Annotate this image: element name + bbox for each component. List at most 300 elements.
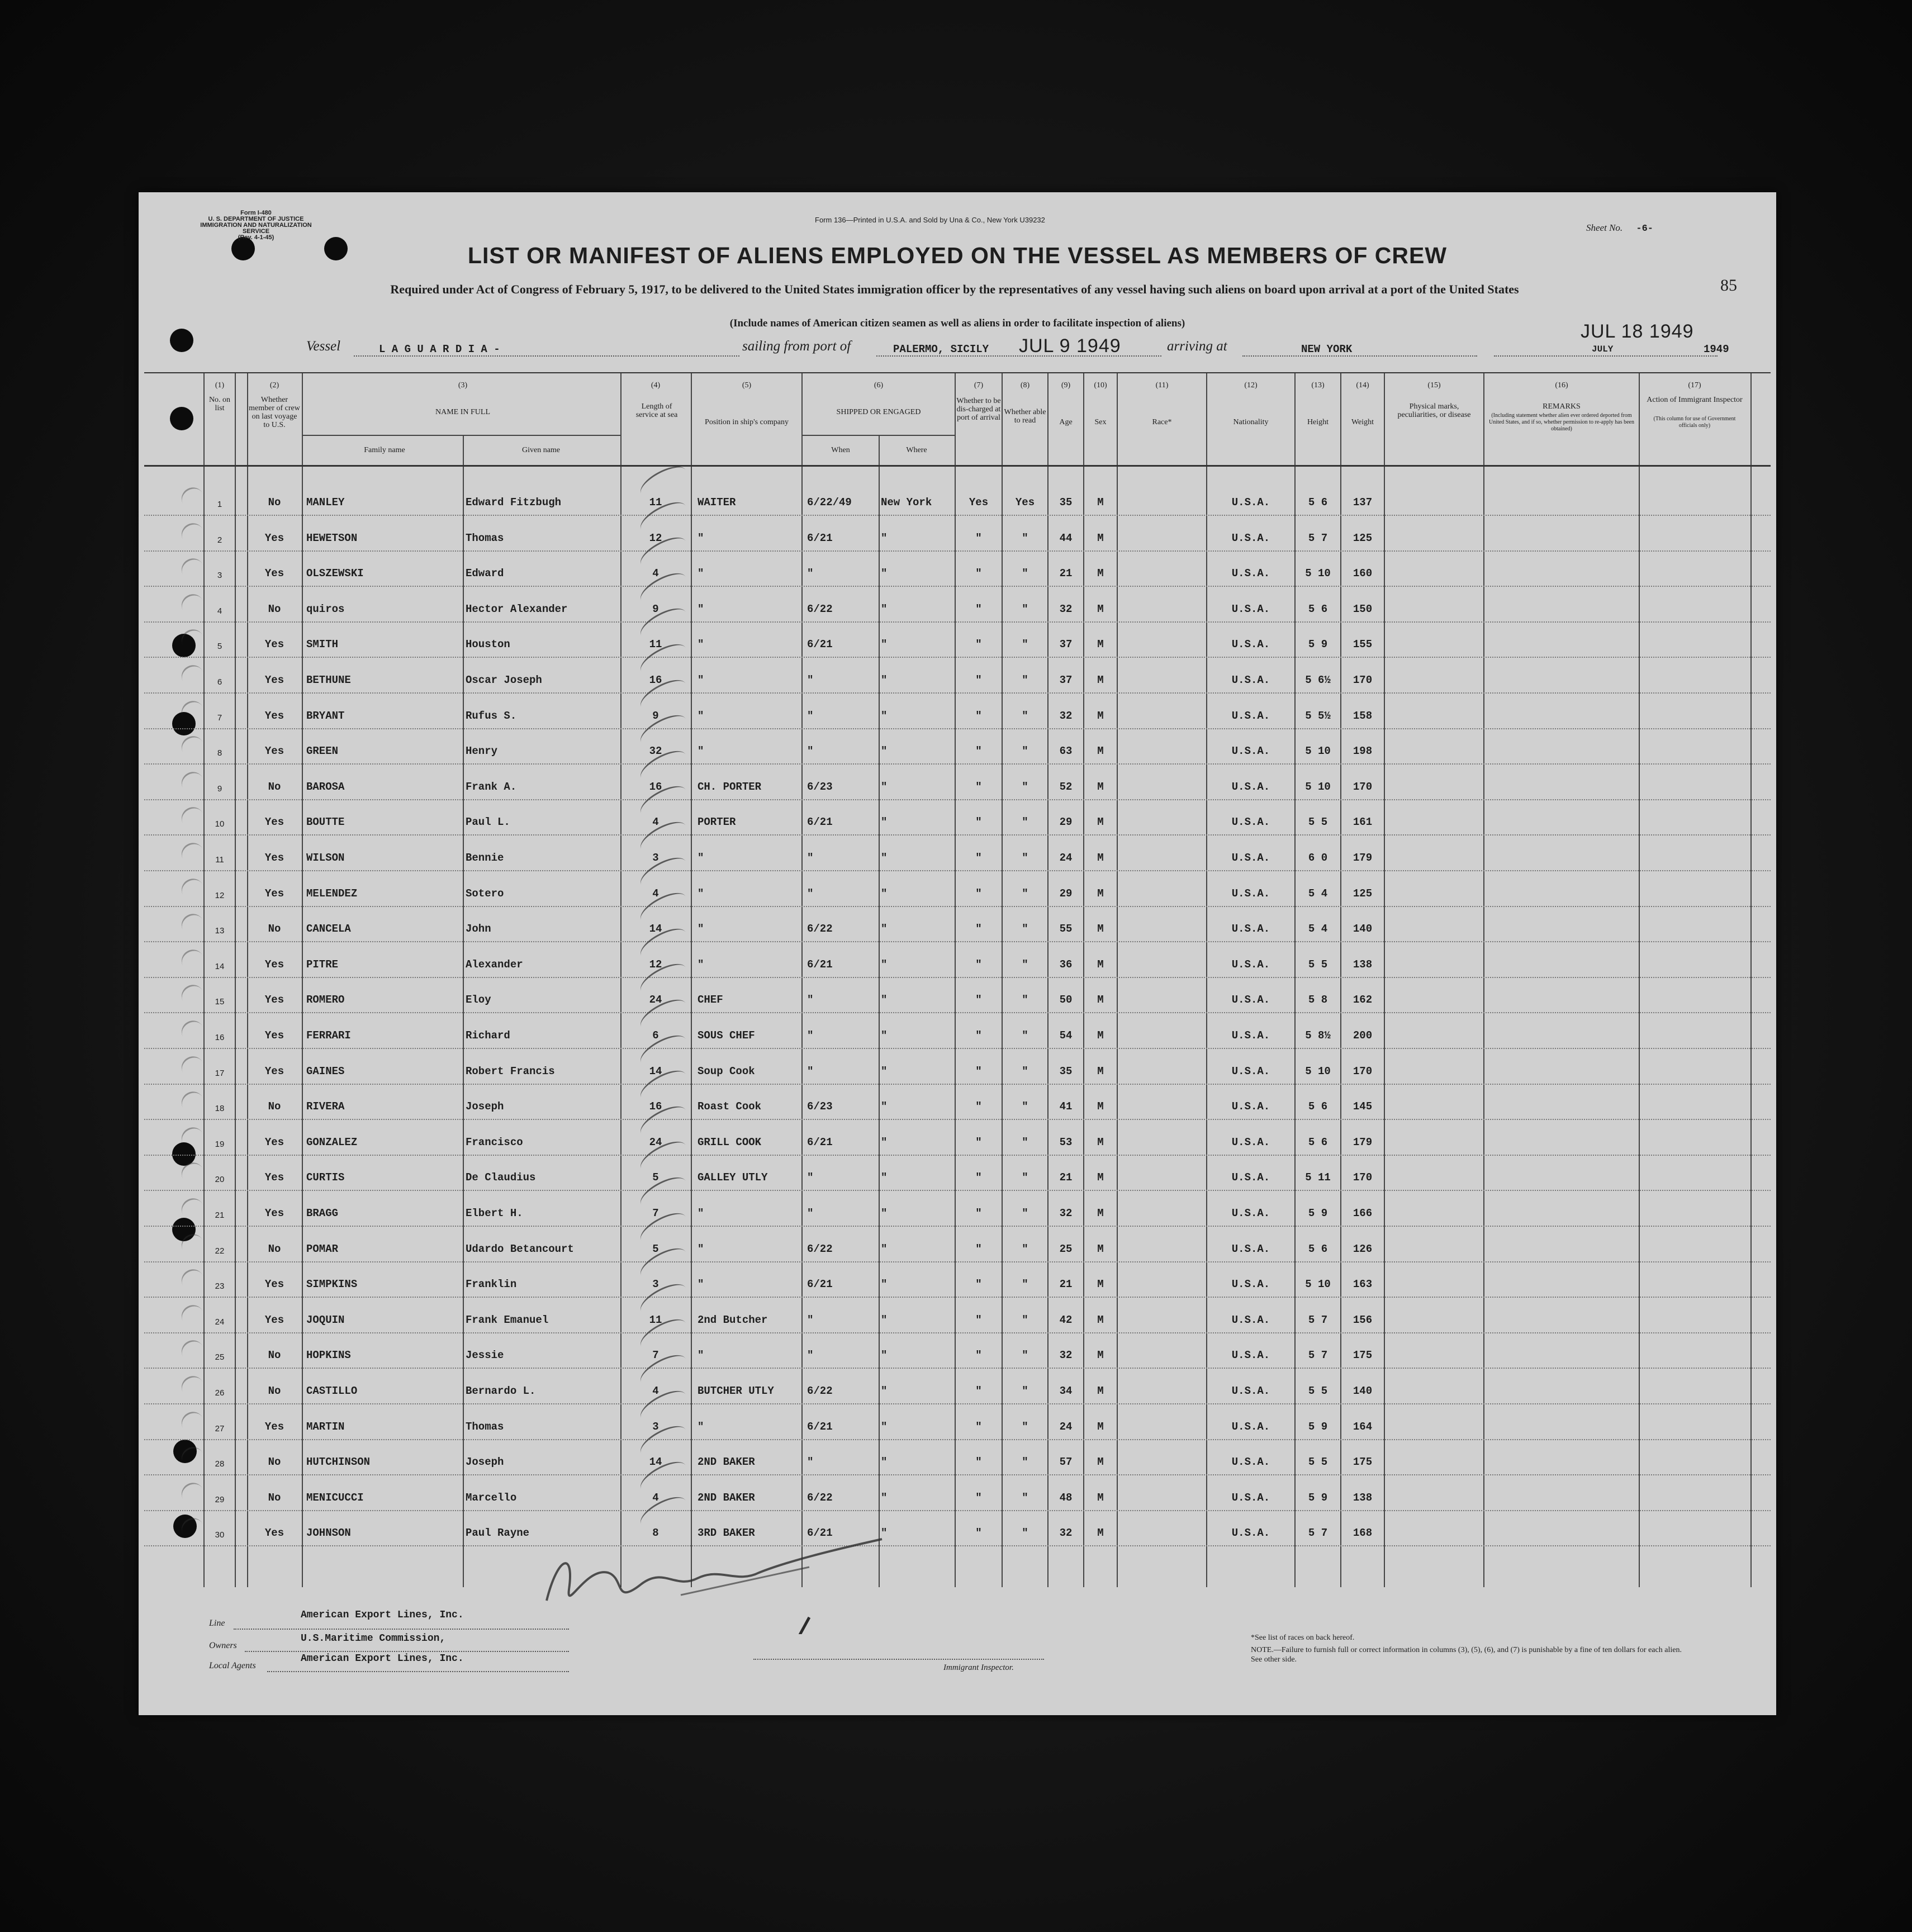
cell-no: 12 xyxy=(215,890,225,900)
cell-position: 2nd Butcher xyxy=(698,1313,768,1326)
cell-when: 6/21 xyxy=(807,1420,833,1433)
cell-age: 24 xyxy=(1059,1420,1073,1433)
cell-when: " xyxy=(807,1349,814,1362)
cell-read: " xyxy=(1022,1527,1028,1540)
cell-height: 5 9 xyxy=(1308,1491,1328,1504)
cell-where: " xyxy=(881,1278,888,1291)
cell-disch: " xyxy=(975,1100,982,1113)
cell-no: 20 xyxy=(215,1175,225,1185)
check-mark xyxy=(178,483,208,513)
cell-service: 24 xyxy=(649,1136,662,1148)
col-15-header: Physical marks, peculiarities, or disease xyxy=(1397,402,1471,419)
cell-sex: M xyxy=(1097,1136,1104,1148)
cell-family: SMITH xyxy=(306,638,339,651)
table-row xyxy=(144,906,1771,942)
cell-given: Robert Francis xyxy=(466,1065,555,1077)
check-mark xyxy=(178,768,208,798)
cell-age: 44 xyxy=(1059,531,1073,544)
cell-prev: No xyxy=(268,1456,281,1469)
cell-where: " xyxy=(881,1207,888,1219)
owners-value: U.S.Maritime Commission, xyxy=(301,1633,446,1644)
cell-height: 5 7 xyxy=(1308,1527,1328,1540)
cell-sex: M xyxy=(1097,887,1104,900)
cell-age: 48 xyxy=(1059,1491,1073,1504)
cell-age: 32 xyxy=(1059,1349,1073,1362)
cell-disch: " xyxy=(975,1278,982,1291)
cell-position: WAITER xyxy=(698,496,736,509)
cell-where: " xyxy=(881,745,888,758)
cell-family: BRAGG xyxy=(306,1207,339,1219)
cell-weight: 170 xyxy=(1353,1065,1373,1077)
cell-given: Oscar Joseph xyxy=(466,674,542,686)
cell-weight: 160 xyxy=(1353,567,1373,580)
cell-weight: 200 xyxy=(1353,1029,1373,1042)
table-row xyxy=(144,835,1771,871)
cell-disch: " xyxy=(975,958,982,971)
cell-age: 29 xyxy=(1059,816,1073,829)
cell-given: Edward xyxy=(466,567,504,580)
departure-port: PALERMO, SICILY xyxy=(893,343,989,355)
col-5-header: Position in ship's company xyxy=(705,418,789,426)
inspector-rule xyxy=(753,1649,1044,1660)
cell-weight: 170 xyxy=(1353,674,1373,686)
cell-family: MARTIN xyxy=(306,1420,345,1433)
cell-where: New York xyxy=(881,496,932,509)
cell-service: 9 xyxy=(652,602,659,615)
cell-nat: U.S.A. xyxy=(1231,1456,1270,1469)
cell-read: " xyxy=(1022,567,1028,580)
cell-service: 32 xyxy=(649,745,662,758)
cell-service: 11 xyxy=(649,638,662,651)
table-row xyxy=(144,1226,1771,1262)
cell-no: 29 xyxy=(215,1494,225,1504)
cell-position: PORTER xyxy=(698,816,736,829)
cell-position: SOUS CHEF xyxy=(698,1029,755,1042)
cell-sex: M xyxy=(1097,1207,1104,1219)
cell-prev: Yes xyxy=(264,958,284,971)
col-6-number: (6) xyxy=(874,381,884,390)
cell-family: RIVERA xyxy=(306,1100,345,1113)
cell-weight: 158 xyxy=(1353,709,1373,722)
cell-nat: U.S.A. xyxy=(1231,602,1270,615)
table-row xyxy=(144,1013,1771,1049)
cell-where: " xyxy=(881,780,888,793)
cell-position: " xyxy=(698,1242,704,1255)
cell-given: Elbert H. xyxy=(466,1207,523,1219)
cell-prev: Yes xyxy=(264,1029,284,1042)
cell-where: " xyxy=(881,1065,888,1077)
cell-sex: M xyxy=(1097,1242,1104,1255)
cell-read: " xyxy=(1022,602,1028,615)
cell-read: " xyxy=(1022,531,1028,544)
cell-position: Roast Cook xyxy=(698,1100,762,1113)
cell-height: 5 10 xyxy=(1305,567,1331,580)
cell-position: " xyxy=(698,887,704,900)
cell-weight: 138 xyxy=(1353,1491,1373,1504)
cell-where: " xyxy=(881,674,888,686)
col-8-number: (8) xyxy=(1020,381,1030,390)
form-subtitle: Required under Act of Congress of February 5, 1917, to be delivered to the United States immigration officer by the representatives of any vessel having such aliens on board upon arrival at a port of the United States xyxy=(390,282,1519,296)
cell-weight: 137 xyxy=(1353,496,1373,509)
cell-given: John xyxy=(466,923,491,936)
arrival-year: 1949 xyxy=(1704,343,1729,355)
cell-where: " xyxy=(881,1385,888,1397)
agents-value: American Export Lines, Inc. xyxy=(301,1653,464,1664)
cell-given: Thomas xyxy=(466,531,504,544)
cell-age: 32 xyxy=(1059,1207,1073,1219)
shipped-when-header: When xyxy=(831,446,850,454)
cell-weight: 155 xyxy=(1353,638,1373,651)
table-row xyxy=(144,764,1771,800)
cell-prev: No xyxy=(268,923,281,936)
cell-disch: " xyxy=(975,994,982,1007)
col-16-subheader: (Including statement whether alien ever ordered deported from United States, and if so, whether permission to re-apply has been obtained) xyxy=(1489,412,1634,432)
table-row xyxy=(144,1261,1771,1298)
table-row xyxy=(144,1332,1771,1369)
cell-sex: M xyxy=(1097,1278,1104,1291)
check-mark xyxy=(178,1230,208,1260)
cell-position: " xyxy=(698,674,704,686)
cell-disch: " xyxy=(975,1527,982,1540)
cell-prev: No xyxy=(268,780,281,793)
cell-no: 17 xyxy=(215,1068,225,1078)
check-mark xyxy=(178,732,208,762)
cell-when: 6/22 xyxy=(807,602,833,615)
cell-disch: " xyxy=(975,1171,982,1184)
cell-position: " xyxy=(698,602,704,615)
cell-nat: U.S.A. xyxy=(1231,958,1270,971)
cell-family: HEWETSON xyxy=(306,531,358,544)
cell-disch: " xyxy=(975,1065,982,1077)
cell-disch: " xyxy=(975,567,982,580)
cell-prev: Yes xyxy=(264,638,284,651)
arrival-month: JULY xyxy=(1592,344,1614,354)
cell-when: 6/23 xyxy=(807,1100,833,1113)
races-note: *See list of races on back hereof. xyxy=(1251,1634,1355,1642)
cell-weight: 163 xyxy=(1353,1278,1373,1291)
cell-prev: No xyxy=(268,602,281,615)
cell-weight: 162 xyxy=(1353,994,1373,1007)
cell-read: " xyxy=(1022,887,1028,900)
cell-read: " xyxy=(1022,638,1028,651)
inspector-label: Immigrant Inspector. xyxy=(943,1663,1014,1672)
cell-age: 55 xyxy=(1059,923,1073,936)
cell-height: 6 0 xyxy=(1308,852,1328,864)
cell-where: " xyxy=(881,638,888,651)
col-10-number: (10) xyxy=(1094,381,1107,390)
cell-disch: " xyxy=(975,1242,982,1255)
cell-nat: U.S.A. xyxy=(1231,1385,1270,1397)
cell-disch: " xyxy=(975,745,982,758)
cell-when: " xyxy=(807,709,814,722)
table-row xyxy=(144,515,1771,552)
cell-when: 6/21 xyxy=(807,816,833,829)
cell-given: Paul Rayne xyxy=(466,1527,530,1540)
check-mark xyxy=(178,1088,208,1117)
cell-nat: U.S.A. xyxy=(1231,1527,1270,1540)
cell-age: 35 xyxy=(1059,1065,1073,1077)
cell-sex: M xyxy=(1097,923,1104,936)
cell-given: Frank A. xyxy=(466,780,517,793)
cell-no: 27 xyxy=(215,1423,225,1433)
col-11-number: (11) xyxy=(1155,381,1169,390)
cell-position: 2ND BAKER xyxy=(698,1456,755,1469)
cell-service: 4 xyxy=(652,1385,659,1397)
cell-where: " xyxy=(881,531,888,544)
cell-sex: M xyxy=(1097,1349,1104,1362)
cell-family: GONZALEZ xyxy=(306,1136,358,1148)
cell-weight: 170 xyxy=(1353,1171,1373,1184)
col-16-header: REMARKS xyxy=(1543,402,1581,411)
col-7-number: (7) xyxy=(974,381,984,390)
cell-weight: 198 xyxy=(1353,745,1373,758)
cell-age: 54 xyxy=(1059,1029,1073,1042)
cell-height: 5 6½ xyxy=(1305,674,1331,686)
check-mark xyxy=(178,1265,208,1295)
cell-read: " xyxy=(1022,1242,1028,1255)
col-12-header: Nationality xyxy=(1233,418,1269,426)
check-mark xyxy=(178,590,208,620)
owners-label: Owners xyxy=(209,1641,237,1650)
cell-prev: Yes xyxy=(264,1313,284,1326)
cell-prev: Yes xyxy=(264,1207,284,1219)
cell-read: " xyxy=(1022,1207,1028,1219)
cell-no: 14 xyxy=(215,961,225,971)
cell-service: 7 xyxy=(652,1207,659,1219)
cell-disch: " xyxy=(975,602,982,615)
cell-read: " xyxy=(1022,1278,1028,1291)
subheader-rule xyxy=(302,435,620,436)
cell-service: 16 xyxy=(649,674,662,686)
cell-family: WILSON xyxy=(306,852,345,864)
cell-service: 12 xyxy=(649,531,662,544)
cell-when: " xyxy=(807,1456,814,1469)
cell-where: " xyxy=(881,923,888,936)
arriving-label: arriving at xyxy=(1167,339,1227,354)
col-15-number: (15) xyxy=(1427,381,1441,390)
cell-given: Hector Alexander xyxy=(466,602,568,615)
col-17-header: Action of Immigrant Inspector xyxy=(1647,396,1743,404)
col-13-number: (13) xyxy=(1311,381,1325,390)
shipped-where-header: Where xyxy=(906,446,927,454)
cell-family: POMAR xyxy=(306,1242,339,1255)
cell-no: 9 xyxy=(217,784,222,794)
cell-weight: 179 xyxy=(1353,1136,1373,1148)
cell-weight: 145 xyxy=(1353,1100,1373,1113)
departure-stamp: JUL 9 1949 xyxy=(1019,335,1121,357)
form-identifier: Form I-480 U. S. DEPARTMENT OF JUSTICE IMMIGRATION AND NATURALIZATION SERVICE (Rev. 4-1-45) xyxy=(200,210,312,241)
cell-sex: M xyxy=(1097,1491,1104,1504)
cell-age: 21 xyxy=(1059,567,1073,580)
form-title: LIST OR MANIFEST OF ALIENS EMPLOYED ON THE VESSEL AS MEMBERS OF CREW xyxy=(467,243,1448,268)
sheet-number xyxy=(1586,222,1653,234)
cell-service: 4 xyxy=(652,816,659,829)
crew-table xyxy=(144,372,1771,1587)
cell-when: 6/22 xyxy=(807,923,833,936)
table-row xyxy=(144,1119,1771,1156)
cell-prev: Yes xyxy=(264,709,284,722)
col-2-header: Whether member of crew on last voyage to U.S. xyxy=(249,396,300,429)
cell-given: Joseph xyxy=(466,1100,504,1113)
cell-family: MENICUCCI xyxy=(306,1491,364,1504)
col-16-number: (16) xyxy=(1555,381,1568,390)
cell-read: " xyxy=(1022,852,1028,864)
cell-sex: M xyxy=(1097,1420,1104,1433)
cell-disch: " xyxy=(975,816,982,829)
cell-age: 57 xyxy=(1059,1456,1073,1469)
cell-sex: M xyxy=(1097,780,1104,793)
col-4-number: (4) xyxy=(651,381,661,390)
cell-height: 5 5 xyxy=(1308,1385,1328,1397)
cell-disch: " xyxy=(975,674,982,686)
cell-height: 5 6 xyxy=(1308,602,1328,615)
cell-nat: U.S.A. xyxy=(1231,638,1270,651)
cell-where: " xyxy=(881,1136,888,1148)
cell-sex: M xyxy=(1097,1385,1104,1397)
subheader-rule xyxy=(801,435,955,436)
cell-position: " xyxy=(698,923,704,936)
cell-given: Paul L. xyxy=(466,816,510,829)
cell-no: 11 xyxy=(215,855,224,865)
cell-given: Joseph xyxy=(466,1456,504,1469)
cell-family: MANLEY xyxy=(306,496,345,509)
cell-sex: M xyxy=(1097,958,1104,971)
cell-height: 5 10 xyxy=(1305,745,1331,758)
cell-age: 42 xyxy=(1059,1313,1073,1326)
cell-service: 5 xyxy=(652,1171,659,1184)
cell-read: " xyxy=(1022,958,1028,971)
cell-age: 35 xyxy=(1059,496,1073,509)
cell-when: 6/21 xyxy=(807,531,833,544)
cell-read: " xyxy=(1022,674,1028,686)
table-row xyxy=(144,550,1771,587)
cell-family: BETHUNE xyxy=(306,674,351,686)
table-row xyxy=(144,1368,1771,1404)
cell-position: 3RD BAKER xyxy=(698,1527,755,1540)
cell-age: 34 xyxy=(1059,1385,1073,1397)
cell-family: HUTCHINSON xyxy=(306,1456,371,1469)
cell-nat: U.S.A. xyxy=(1231,1491,1270,1504)
cell-where: " xyxy=(881,1029,888,1042)
cell-age: 53 xyxy=(1059,1136,1073,1148)
cell-when: 6/22/49 xyxy=(807,496,852,509)
cell-sex: M xyxy=(1097,852,1104,864)
cell-height: 5 10 xyxy=(1305,1065,1331,1077)
col-9-header: Age xyxy=(1059,418,1073,426)
cell-sex: M xyxy=(1097,602,1104,615)
cell-nat: U.S.A. xyxy=(1231,1065,1270,1077)
cell-nat: U.S.A. xyxy=(1231,816,1270,829)
cell-where: " xyxy=(881,1100,888,1113)
cell-age: 52 xyxy=(1059,780,1073,793)
cell-sex: M xyxy=(1097,709,1104,722)
check-mark xyxy=(178,839,208,868)
cell-read: " xyxy=(1022,1100,1028,1113)
cell-service: 8 xyxy=(652,1527,659,1540)
cell-nat: U.S.A. xyxy=(1231,887,1270,900)
cell-no: 2 xyxy=(217,535,222,545)
cell-no: 15 xyxy=(215,997,225,1007)
cell-service: 14 xyxy=(649,923,662,936)
check-mark xyxy=(178,981,208,1011)
check-mark xyxy=(178,1515,208,1544)
cell-disch: " xyxy=(975,1349,982,1362)
cell-disch: " xyxy=(975,1136,982,1148)
cell-sex: M xyxy=(1097,1065,1104,1077)
cell-no: 30 xyxy=(215,1530,225,1540)
cell-read: " xyxy=(1022,1029,1028,1042)
cell-height: 5 5 xyxy=(1308,1456,1328,1469)
check-mark xyxy=(178,1408,208,1437)
cell-service: 14 xyxy=(649,1065,662,1077)
cell-given: Rufus S. xyxy=(466,709,517,722)
cell-where: " xyxy=(881,1491,888,1504)
cell-sex: M xyxy=(1097,531,1104,544)
agents-label: Local Agents xyxy=(209,1661,256,1670)
cell-prev: Yes xyxy=(264,1171,284,1184)
cell-height: 5 7 xyxy=(1308,531,1328,544)
cell-no: 3 xyxy=(217,571,222,581)
cell-read: " xyxy=(1022,709,1028,722)
cell-family: BRYANT xyxy=(306,709,345,722)
cell-weight: 125 xyxy=(1353,887,1373,900)
cell-service: 4 xyxy=(652,887,659,900)
cell-no: 13 xyxy=(215,926,225,936)
cell-height: 5 8 xyxy=(1308,994,1328,1007)
cell-sex: M xyxy=(1097,816,1104,829)
cell-read: " xyxy=(1022,1456,1028,1469)
cell-nat: U.S.A. xyxy=(1231,709,1270,722)
col-9-number: (9) xyxy=(1061,381,1071,390)
cell-position: BUTCHER UTLY xyxy=(698,1385,774,1397)
check-mark xyxy=(178,661,208,691)
cell-age: 41 xyxy=(1059,1100,1073,1113)
header-separator xyxy=(144,465,1771,467)
cell-service: 24 xyxy=(649,994,662,1007)
cell-no: 1 xyxy=(217,500,222,509)
cell-weight: 126 xyxy=(1353,1242,1373,1255)
cell-given: Jessie xyxy=(466,1349,504,1362)
cell-nat: U.S.A. xyxy=(1231,1349,1270,1362)
cell-no: 23 xyxy=(215,1281,225,1292)
cell-service: 7 xyxy=(652,1349,659,1362)
col-14-number: (14) xyxy=(1356,381,1369,390)
cell-no: 10 xyxy=(215,819,225,829)
arrival-port: NEW YORK xyxy=(1301,343,1353,355)
check-mark xyxy=(178,1194,208,1224)
cell-family: GREEN xyxy=(306,745,339,758)
cell-disch: " xyxy=(975,638,982,651)
cell-disch: Yes xyxy=(969,496,989,509)
cell-position: " xyxy=(698,1349,704,1362)
cell-read: " xyxy=(1022,1065,1028,1077)
cell-nat: U.S.A. xyxy=(1231,496,1270,509)
cell-given: Eloy xyxy=(466,994,491,1007)
check-mark xyxy=(178,554,208,584)
cell-read: " xyxy=(1022,816,1028,829)
cell-sex: M xyxy=(1097,1100,1104,1113)
cell-where: " xyxy=(881,816,888,829)
cell-no: 24 xyxy=(215,1317,225,1327)
cell-service: 14 xyxy=(649,1456,662,1469)
cell-service: 16 xyxy=(649,1100,662,1113)
cell-where: " xyxy=(881,1456,888,1469)
cell-family: quiros xyxy=(306,602,345,615)
cell-disch: " xyxy=(975,1385,982,1397)
cell-given: Bennie xyxy=(466,852,504,864)
cell-disch: " xyxy=(975,923,982,936)
cell-position: " xyxy=(698,1420,704,1433)
